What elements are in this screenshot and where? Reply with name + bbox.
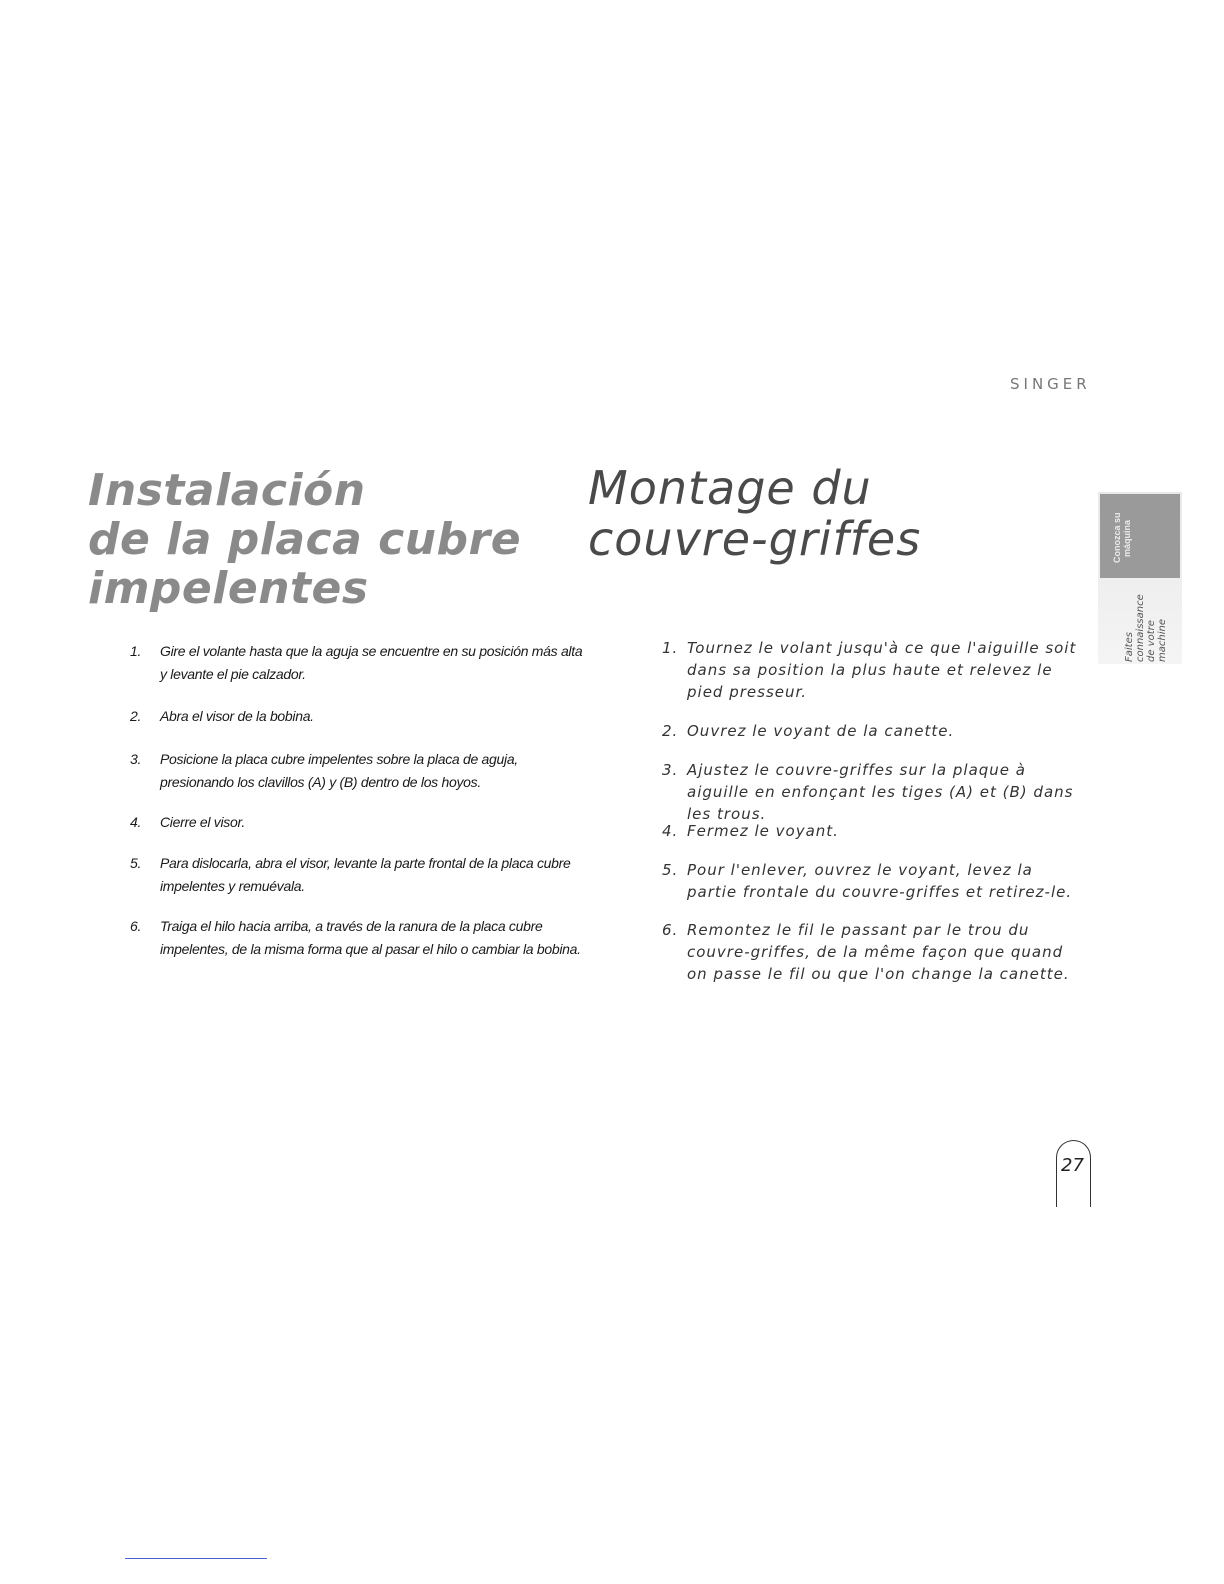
french-step: [662, 637, 1087, 703]
french-title: [588, 463, 921, 565]
step-text: Traiga el hilo hacia arriba, a través de la ranura de la placa cubre impelentes, de la misma forma que al pasar el hilo o cambiar la bobina.: [160, 918, 581, 957]
french-step: [662, 820, 839, 842]
section-tab-line: Faites: [1124, 632, 1135, 662]
step-number: 2.: [130, 708, 142, 724]
step-number: 5.: [662, 861, 679, 879]
step-text: Ajustez le couvre-griffes sur la plaque à aiguille en enfonçant les tiges (A) et (B) dans les trous.: [687, 761, 1074, 823]
step-text: Posicione la placa cubre impelentes sobre la placa de aguja, presionando los clavillos (A) y (B) dentro de los hoyos.: [160, 751, 518, 790]
spanish-title: [88, 466, 521, 613]
spanish-step: [130, 705, 314, 728]
step-number: 1.: [130, 643, 142, 659]
step-text: Abra el visor de la bobina.: [160, 708, 314, 724]
step-number: 6.: [130, 918, 142, 934]
step-number: 6.: [662, 921, 679, 939]
step-text: Tournez le volant jusqu'à ce que l'aiguille soit dans sa position la plus haute et relevez le pied presseur.: [687, 639, 1077, 701]
step-text: Pour l'enlever, ouvrez le voyant, levez la partie frontale du couvre-griffes et retirez-le.: [687, 861, 1073, 901]
spanish-title-line: impelentes: [88, 563, 369, 614]
spanish-step: [130, 915, 590, 961]
section-tab-label: Conozca su máquina: [1112, 512, 1132, 564]
step-number: 3.: [130, 751, 142, 767]
step-text: Cierre el visor.: [160, 814, 245, 830]
step-number: 3.: [662, 761, 679, 779]
footer-divider: [125, 1558, 267, 1559]
step-number: 1.: [662, 639, 679, 657]
step-text: Para dislocarla, abra el visor, levante la parte frontal de la placa cubre impelentes y remuévala.: [160, 855, 571, 894]
spanish-step: [130, 748, 590, 794]
step-text: Fermez le voyant.: [687, 822, 839, 840]
page-number: 27: [1061, 1155, 1084, 1176]
step-number: 2.: [662, 722, 679, 740]
spanish-step: [130, 852, 590, 898]
french-step: [662, 720, 954, 742]
section-tab-line: machine: [1157, 619, 1168, 662]
spanish-step: [130, 811, 245, 834]
step-number: 5.: [130, 855, 142, 871]
step-text: Remontez le fil le passant par le trou du couvre-griffes, de la même façon que quand on passe le fil ou que l'on change la canette.: [687, 921, 1070, 983]
step-text: Gire el volante hasta que la aguja se encuentre en su posición más alta y levante el pie calzador.: [160, 643, 583, 682]
spanish-step: [130, 640, 590, 686]
french-step: [662, 859, 1087, 903]
french-title-line: couvre-griffes: [588, 512, 922, 566]
french-step: [662, 919, 1087, 985]
step-text: Ouvrez le voyant de la canette.: [687, 722, 955, 740]
spanish-title-line: Instalación: [88, 465, 366, 516]
french-step: [662, 759, 1087, 825]
section-tab-caption: [1124, 582, 1168, 662]
section-tab-line: de votre: [1146, 620, 1157, 662]
spanish-title-line: de la placa cubre: [88, 514, 522, 565]
step-number: 4.: [130, 814, 142, 830]
step-number: 4.: [662, 822, 679, 840]
brand-logo: SINGER: [1010, 375, 1091, 393]
section-tab-line: connaissance: [1135, 594, 1146, 662]
french-title-line: Montage du: [588, 461, 872, 515]
